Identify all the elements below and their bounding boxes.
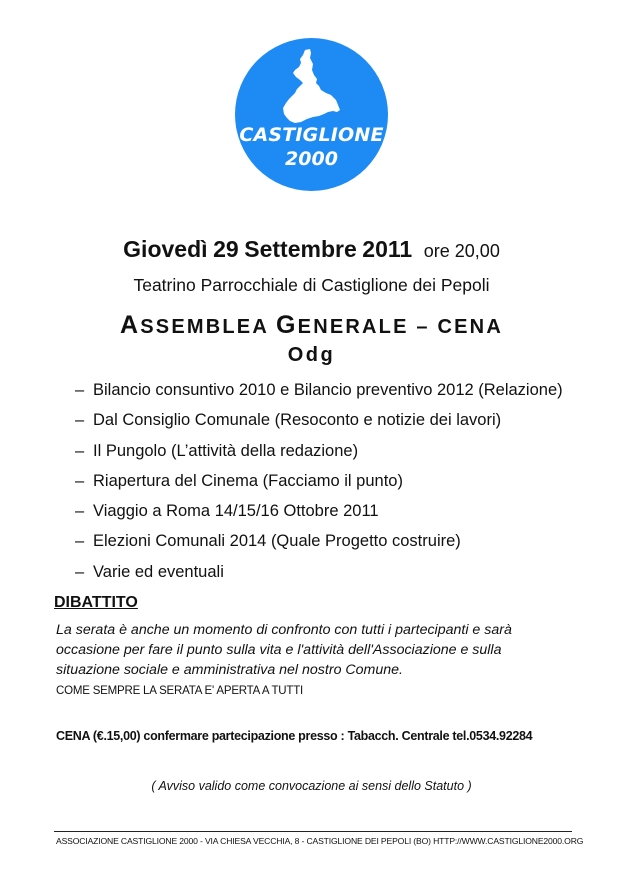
agenda-list <box>75 378 563 590</box>
agenda-item <box>75 560 563 590</box>
agenda-item-text: Riapertura del Cinema (Facciamo il punto) <box>93 471 403 490</box>
agenda-item <box>75 439 563 469</box>
agenda-item-text: Varie ed eventuali <box>93 562 224 581</box>
agenda-heading: Odg <box>287 344 336 366</box>
event-day: 29 <box>213 236 239 262</box>
dibattito-line: La serata è anche un momento di confronto con tutti i partecipanti e sarà <box>56 622 512 638</box>
title-word-cena: CENA <box>437 316 503 338</box>
title-word-generale: ENERALE <box>297 316 409 338</box>
dibattito-description <box>56 620 556 680</box>
logo-text-castiglione: CASTIGLIONE <box>239 124 384 146</box>
dash-bullet-icon: – <box>75 441 85 460</box>
dash-bullet-icon: – <box>75 411 85 430</box>
event-weekday: Giovedì <box>123 236 208 262</box>
statute-notice: ( Avviso valido come convocazione ai sensi dello Statuto ) <box>151 779 472 793</box>
title-word-assemblea: SSEMBLEA <box>140 316 269 338</box>
event-year: 2011 <box>362 236 413 262</box>
dinner-reservation-info: CENA (€.15,00) confermare partecipazione presso : Tabacch. Centrale tel.0534.92284 <box>56 729 533 743</box>
dibattito-line: occasione per fare il punto sulla vita e l'attività dell'Associazione e sulla <box>56 642 502 658</box>
agenda-item-text: Dal Consiglio Comunale (Resoconto e notizie dei lavori) <box>93 411 502 430</box>
agenda-item <box>75 469 563 499</box>
footer-divider <box>54 831 572 832</box>
agenda-item <box>75 529 563 559</box>
event-date-line <box>0 236 623 263</box>
agenda-item-text: Il Pungolo (L’attività della redazione) <box>93 441 359 460</box>
dash-bullet-icon: – <box>75 381 85 399</box>
open-to-all-note: COME SEMPRE LA SERATA E' APERTA A TUTTI <box>56 685 304 697</box>
title-initial-a: A <box>120 311 141 339</box>
event-title <box>0 311 623 340</box>
territory-map-icon <box>281 48 341 126</box>
dash-bullet-icon: – <box>75 562 85 581</box>
dash-bullet-icon: – <box>75 471 85 490</box>
dash-bullet-icon: – <box>75 502 85 521</box>
agenda-item <box>75 378 563 408</box>
dibattito-line: situazione sociale e amministrativa nel nostro Comune. <box>56 662 403 678</box>
agenda-item <box>75 499 563 529</box>
event-venue: Teatrino Parrocchiale di Castiglione dei Pepoli <box>133 275 490 295</box>
event-time: ore 20,00 <box>423 241 500 261</box>
agenda-item-text: Elezioni Comunali 2014 (Quale Progetto costruire) <box>93 532 461 551</box>
agenda-item-text: Bilancio consuntivo 2010 e Bilancio preventivo 2012 (Relazione) <box>93 381 563 399</box>
footer-address: ASSOCIAZIONE CASTIGLIONE 2000 - VIA CHIESA VECCHIA, 8 - CASTIGLIONE DEI PEPOLI (BO) HTTP://WWW.CASTIGLIONE2000.ORG <box>56 836 584 846</box>
castiglione-2000-logo <box>235 38 388 191</box>
agenda-item <box>75 408 563 438</box>
event-month: Settembre <box>244 236 357 262</box>
dibattito-heading: DIBATTITO <box>54 594 138 611</box>
logo-text-2000: 2000 <box>285 148 338 170</box>
dash-bullet-icon: – <box>75 532 85 551</box>
title-initial-g: G <box>276 311 298 339</box>
title-separator: – <box>416 316 430 338</box>
agenda-item-text: Viaggio a Roma 14/15/16 Ottobre 2011 <box>93 502 379 521</box>
